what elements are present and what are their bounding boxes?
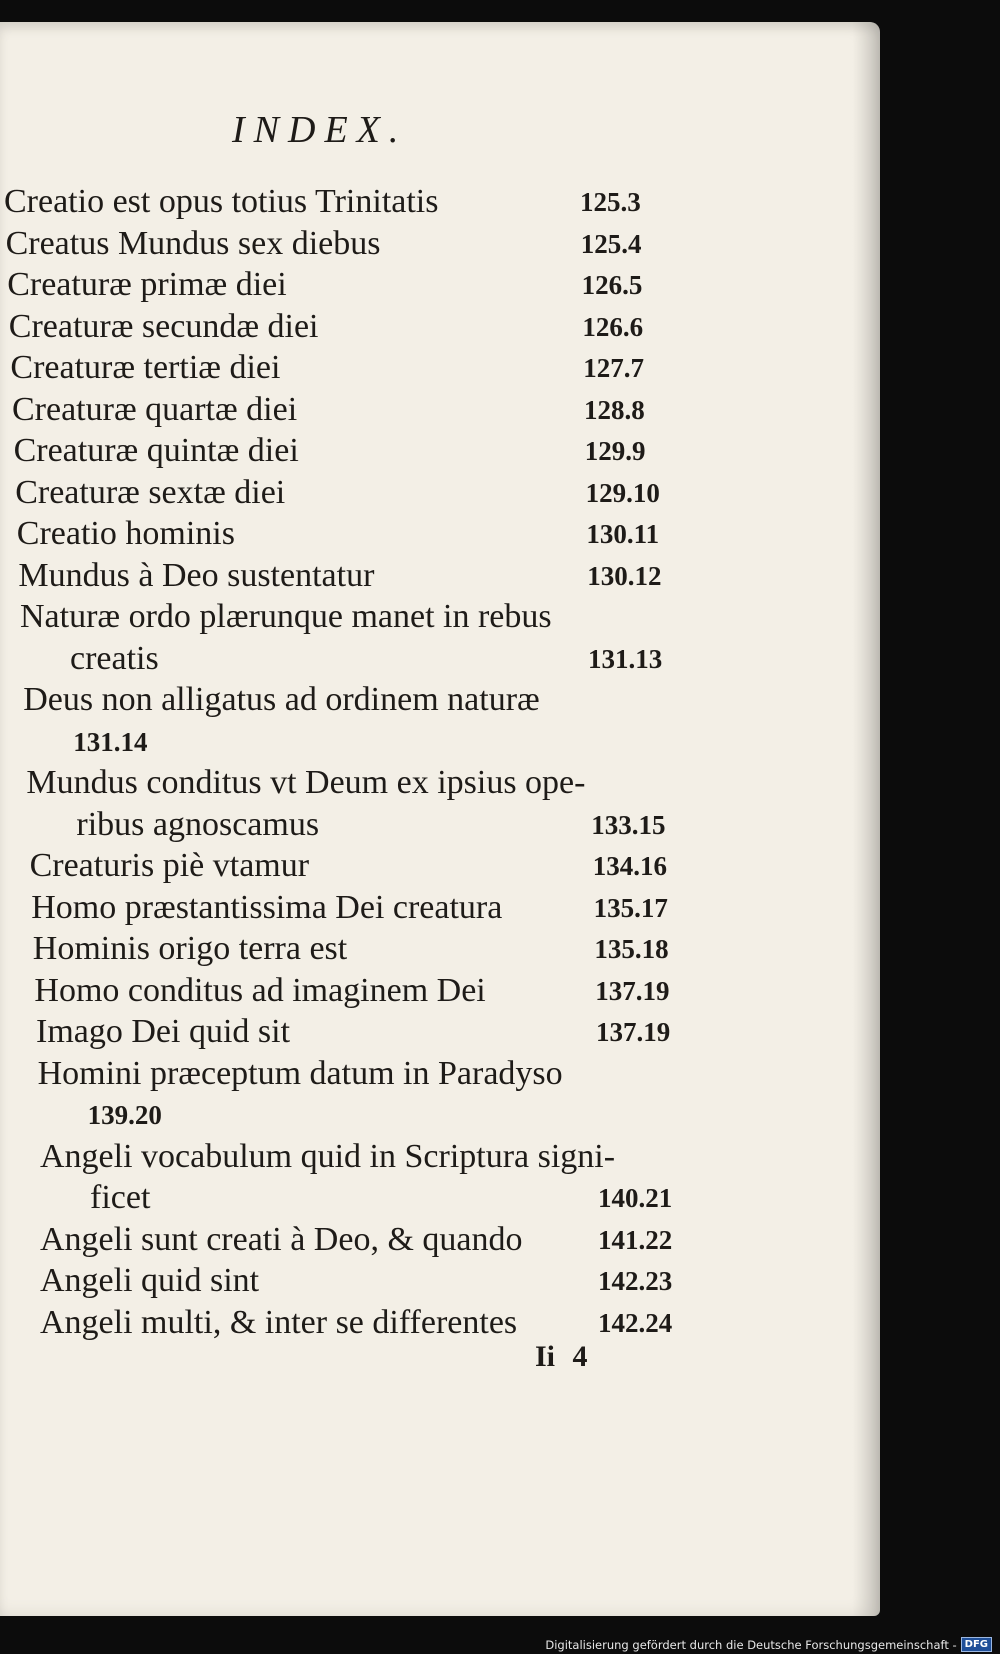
credit-text: Digitalisierung gefördert durch die Deutsche Forschungsgemeinschaft - <box>545 1637 957 1652</box>
index-entry-page: 126.5 <box>581 270 643 300</box>
index-entry-page: 129.9 <box>584 436 646 466</box>
index-entry-page: 142.23 <box>598 1266 673 1296</box>
index-entry-text: Deus non alligatus ad ordinem naturæ <box>23 681 540 718</box>
index-entry-page: 135.17 <box>593 892 668 923</box>
index-entry-text: Creaturæ quartæ diei <box>12 390 298 428</box>
index-entry-page: 126.6 <box>582 311 644 342</box>
index-entry-page: 131.14 <box>73 726 148 757</box>
index-entry-text: Homini præceptum datum in Paradyso <box>37 1054 563 1092</box>
signature-mark: Ii 4 <box>535 1340 588 1373</box>
index-entry-page: 130.11 <box>586 519 660 549</box>
index-entry-text: Creatus Mundus sex diebus <box>5 224 381 262</box>
index-entry-page: 141.22 <box>598 1224 673 1255</box>
index-entry-text: Mundus conditus vt Deum ex ipsius ope- <box>26 764 586 801</box>
index-entry-page: 128.8 <box>584 394 645 425</box>
index-entry-text: Angeli sunt creati à Deo, & quando <box>40 1220 523 1258</box>
index-entry-page: 137.19 <box>596 1017 671 1047</box>
index-entry-text: Naturæ ordo plærunque manet in rebus <box>20 598 552 635</box>
index-entry-text: Mundus à Deo sustentatur <box>18 556 375 594</box>
digitization-credit <box>545 1637 992 1652</box>
index-entry-text: Creaturæ sextæ diei <box>15 473 286 511</box>
index-entry-page: 140.21 <box>598 1183 673 1213</box>
index-entry-page: 130.12 <box>587 560 662 591</box>
index-entry-text: Homo conditus ad imaginem Dei <box>34 971 486 1009</box>
index-heading: INDEX. <box>232 109 408 151</box>
dfg-logo: DFG <box>961 1637 992 1652</box>
index-entry-text: Creatio est opus totius Trinitatis <box>4 183 439 220</box>
index-entry-text: Homo præstantissima Dei creatura <box>31 888 503 926</box>
index-entry-text: Creaturæ secundæ diei <box>8 307 319 345</box>
index-entry-page: 139.20 <box>87 1100 162 1130</box>
index-entry-text: Angeli multi, & inter se differentes <box>40 1303 518 1341</box>
index-entry-page: 125.4 <box>580 228 642 259</box>
index-entry-page: 125.3 <box>580 187 641 217</box>
index-entry-text: Angeli quid sint <box>40 1262 260 1299</box>
index-entry-text: Imago Dei quid sit <box>36 1013 291 1050</box>
index-entry-page: 133.15 <box>591 809 666 840</box>
index-entry-text: Creaturæ tertiæ diei <box>10 349 281 386</box>
index-entry-continuation: ribus agnoscamus <box>76 805 320 843</box>
index-entry-page: 134.16 <box>592 851 668 881</box>
index-entry-page: 142.24 <box>598 1307 673 1338</box>
index-entry-text: Angeli vocabulum quid in Scriptura signi- <box>40 1137 616 1175</box>
index-entry-page: 137.19 <box>595 975 670 1006</box>
index-entry-text: Creaturæ primæ diei <box>7 266 287 303</box>
index-entry-text: Creaturæ quintæ diei <box>13 432 299 469</box>
index-entry-continuation: creatis <box>70 639 159 677</box>
index-entry-continuation: ficet <box>90 1179 151 1216</box>
book-page <box>0 22 880 1616</box>
index-entry-text: Hominis origo terra est <box>32 930 348 967</box>
index-entry-page: 129.10 <box>585 477 660 508</box>
index-entries <box>0 22 880 1422</box>
index-entry-page: 135.18 <box>594 934 669 964</box>
index-entry-text: Creaturis piè vtamur <box>29 847 310 884</box>
index-entry-page: 131.13 <box>588 643 663 674</box>
index-entry-page: 127.7 <box>583 353 644 383</box>
index-entry-text: Creatio hominis <box>16 515 235 552</box>
